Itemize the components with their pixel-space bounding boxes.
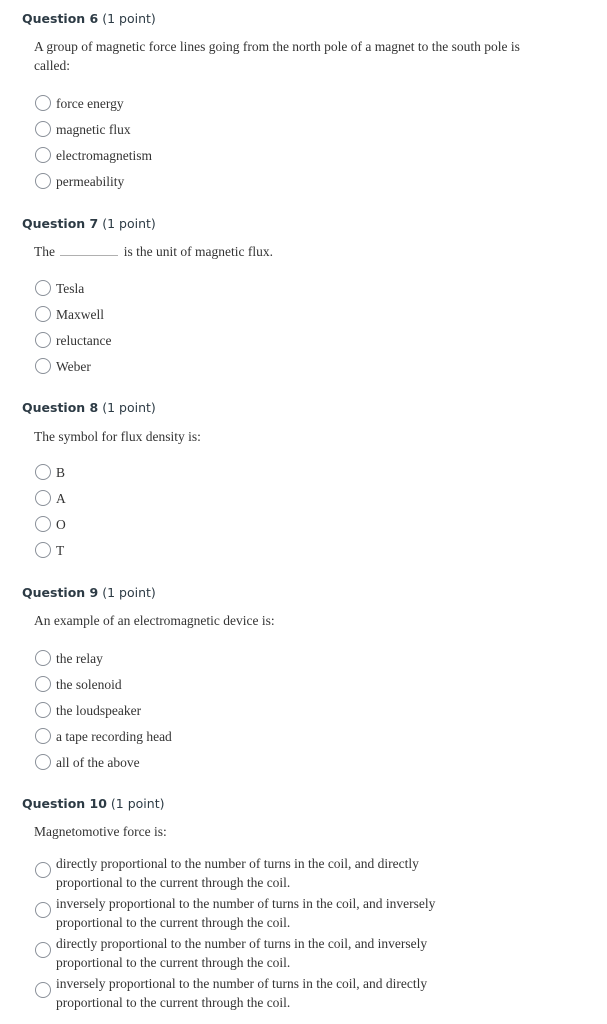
- answer-label[interactable]: O: [56, 517, 66, 532]
- radio-button[interactable]: [35, 676, 51, 692]
- question-header: [22, 400, 156, 415]
- radio-button[interactable]: [35, 121, 51, 137]
- answer-option[interactable]: [35, 172, 476, 191]
- answer-option[interactable]: [35, 854, 476, 892]
- radio-button[interactable]: [35, 516, 51, 532]
- radio-button[interactable]: [35, 95, 51, 111]
- answer-label[interactable]: electromagnetism: [56, 148, 152, 163]
- radio-button[interactable]: [35, 173, 51, 189]
- radio-button[interactable]: [35, 862, 51, 878]
- radio-button[interactable]: [35, 902, 51, 918]
- radio-button[interactable]: [35, 490, 51, 506]
- answer-label[interactable]: reluctance: [56, 333, 112, 348]
- question-text: A group of magnetic force lines going from the north pole of a magnet to the south pole is called:: [34, 39, 520, 73]
- answer-label[interactable]: permeability: [56, 174, 125, 189]
- answer-label[interactable]: inversely proportional to the number of turns in the coil, and inversely proportional to the current through the coil.: [56, 896, 436, 930]
- radio-button[interactable]: [35, 942, 51, 958]
- radio-button[interactable]: [35, 147, 51, 163]
- radio-button[interactable]: [35, 982, 51, 998]
- question-text: An example of an electromagnetic device is:: [34, 613, 275, 628]
- answer-option[interactable]: [35, 727, 476, 746]
- answer-label[interactable]: Weber: [56, 359, 91, 374]
- radio-button[interactable]: [35, 728, 51, 744]
- answer-label[interactable]: directly proportional to the number of turns in the coil, and directly proportional to the current through the coil.: [56, 856, 419, 890]
- question-title: Question 6: [22, 11, 99, 26]
- answer-option[interactable]: [35, 120, 476, 139]
- radio-button[interactable]: [35, 306, 51, 322]
- answer-option[interactable]: [35, 331, 476, 350]
- radio-button[interactable]: [35, 650, 51, 666]
- question-text-before: The: [34, 244, 55, 259]
- answer-option[interactable]: [35, 146, 476, 165]
- question-title: Question 7: [22, 216, 99, 231]
- radio-button[interactable]: [35, 280, 51, 296]
- radio-button[interactable]: [35, 358, 51, 374]
- answer-label[interactable]: A: [56, 491, 66, 506]
- answer-label[interactable]: inversely proportional to the number of turns in the coil, and directly proportional to the current through the coil.: [56, 976, 428, 1010]
- answer-option[interactable]: [35, 94, 476, 113]
- question-text: [34, 242, 554, 261]
- answer-option[interactable]: [35, 489, 476, 508]
- answer-label[interactable]: a tape recording head: [56, 729, 172, 744]
- question-header: [22, 796, 164, 811]
- answer-label[interactable]: all of the above: [56, 755, 140, 770]
- question-points: (1 point): [102, 216, 156, 231]
- radio-button[interactable]: [35, 464, 51, 480]
- answer-option[interactable]: [35, 463, 476, 482]
- question-text: The symbol for flux density is:: [34, 429, 201, 444]
- question-points: (1 point): [102, 400, 156, 415]
- answer-label[interactable]: force energy: [56, 96, 124, 111]
- question-header: [22, 585, 156, 600]
- question-title: Question 10: [22, 796, 107, 811]
- question-points: (1 point): [102, 11, 156, 26]
- answer-option[interactable]: [35, 934, 476, 972]
- question-points: (1 point): [102, 585, 156, 600]
- answer-label[interactable]: the loudspeaker: [56, 703, 142, 718]
- radio-button[interactable]: [35, 332, 51, 348]
- answer-option[interactable]: [35, 279, 476, 298]
- question-title: Question 8: [22, 400, 99, 415]
- answer-label[interactable]: Maxwell: [56, 307, 104, 322]
- answer-label[interactable]: B: [56, 465, 66, 480]
- radio-button[interactable]: [35, 754, 51, 770]
- answer-option[interactable]: [35, 974, 476, 1012]
- question-text-after: is the unit of magnetic flux.: [123, 244, 273, 259]
- answer-option[interactable]: [35, 649, 476, 668]
- answer-label[interactable]: the solenoid: [56, 677, 122, 692]
- question-points: (1 point): [110, 796, 165, 811]
- question-text: Magnetomotive force is:: [34, 824, 167, 839]
- answer-label[interactable]: T: [56, 543, 65, 558]
- answer-option[interactable]: [35, 515, 476, 534]
- question-title: Question 9: [22, 585, 99, 600]
- answer-label[interactable]: directly proportional to the number of turns in the coil, and inversely proportional to the current through the coil.: [56, 936, 428, 970]
- radio-button[interactable]: [35, 702, 51, 718]
- answer-label[interactable]: the relay: [56, 651, 103, 666]
- answer-label[interactable]: magnetic flux: [56, 122, 131, 137]
- question-header: [22, 11, 156, 26]
- answer-option[interactable]: [35, 753, 476, 772]
- answer-option[interactable]: [35, 894, 476, 932]
- answer-option[interactable]: [35, 541, 476, 560]
- answer-option[interactable]: [35, 357, 476, 376]
- radio-button[interactable]: [35, 542, 51, 558]
- answer-option[interactable]: [35, 305, 476, 324]
- fill-in-blank: [60, 245, 118, 256]
- answer-label[interactable]: Tesla: [56, 281, 85, 296]
- answer-option[interactable]: [35, 701, 476, 720]
- question-header: [22, 216, 156, 231]
- answer-option[interactable]: [35, 675, 476, 694]
